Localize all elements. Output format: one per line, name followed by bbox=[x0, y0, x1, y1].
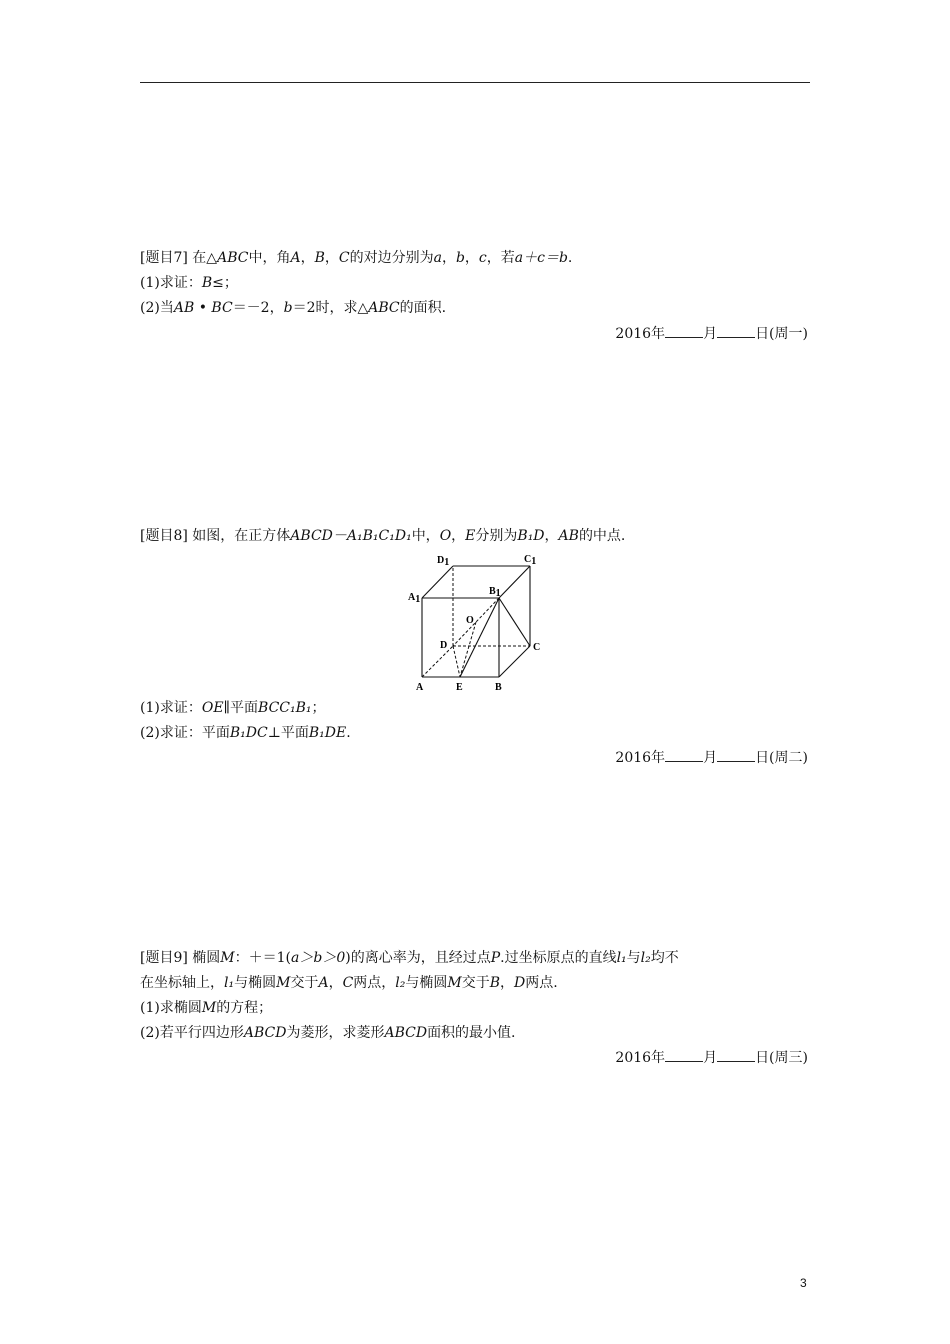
month-blank bbox=[665, 1048, 703, 1062]
label-A1: A1 bbox=[408, 592, 421, 605]
label-C1: C1 bbox=[524, 554, 537, 567]
label-E: E bbox=[456, 682, 463, 693]
edge-B-C bbox=[499, 646, 530, 677]
q8-line-2: (1)求证：OE∥平面BCC₁B₁； bbox=[140, 700, 326, 716]
label-D1: D1 bbox=[437, 555, 450, 568]
cube-figure bbox=[400, 548, 550, 693]
q7-date-line: 2016年 月 日(周一) bbox=[615, 326, 808, 342]
segment-B1-C bbox=[499, 598, 530, 646]
edge-B1-C1 bbox=[499, 566, 530, 598]
month-blank bbox=[665, 324, 703, 338]
q7-tag: [题目7] bbox=[140, 250, 188, 266]
q8-date-line: 2016年 月 日(周二) bbox=[615, 750, 808, 766]
q8-line-3: (2)求证：平面B₁DC⊥平面B₁DE. bbox=[140, 725, 351, 741]
day-blank bbox=[717, 1048, 755, 1062]
day-blank bbox=[717, 748, 755, 762]
label-C: C bbox=[533, 642, 541, 653]
label-B: B bbox=[495, 682, 502, 693]
month-blank bbox=[665, 748, 703, 762]
q8-line-1: [题目8] 如图，在正方体ABCD－A₁B₁C₁D₁中，O，E分别为B₁D，AB的中点. bbox=[140, 528, 626, 544]
hidden-edge-A-D bbox=[422, 646, 453, 677]
q9-line-2: 在坐标轴上，l₁与椭圆M交于A，C两点，l₂与椭圆M交于B，D两点. bbox=[140, 975, 558, 991]
q9-line-1: [题目9] 椭圆M：＋＝1(a＞b＞0)的离心率为，且经过点P.过坐标原点的直线l₁与l₂均不 bbox=[140, 950, 679, 966]
q7-line-1: [题目7] 在△ABC中，角A，B，C的对边分别为a，b，c，若a＋c＝b. bbox=[140, 250, 573, 266]
q7-line-2: (1)求证：B≤； bbox=[140, 275, 238, 291]
q9-line-3: (1)求椭圆M的方程； bbox=[140, 1000, 273, 1016]
q9-date-line: 2016年 月 日(周三) bbox=[615, 1050, 808, 1066]
page-number: 3 bbox=[800, 1276, 807, 1290]
label-O: O bbox=[466, 615, 474, 626]
edge-A1-D1 bbox=[422, 566, 453, 598]
label-B1: B1 bbox=[489, 586, 501, 599]
day-blank bbox=[717, 324, 755, 338]
label-A: A bbox=[416, 682, 424, 693]
header-rule bbox=[140, 82, 810, 83]
q9-line-4: (2)若平行四边形ABCD为菱形，求菱形ABCD面积的最小值. bbox=[140, 1025, 516, 1041]
segment-B1-E bbox=[460, 598, 499, 677]
label-D: D bbox=[440, 640, 448, 651]
q9-tag: [题目9] bbox=[140, 950, 188, 966]
hidden-segment-D-E bbox=[453, 646, 460, 677]
q7-line-3: (2)当AB • BC＝－2，b＝2时，求△ABC的面积. bbox=[140, 300, 447, 316]
q8-tag: [题目8] bbox=[140, 528, 188, 544]
